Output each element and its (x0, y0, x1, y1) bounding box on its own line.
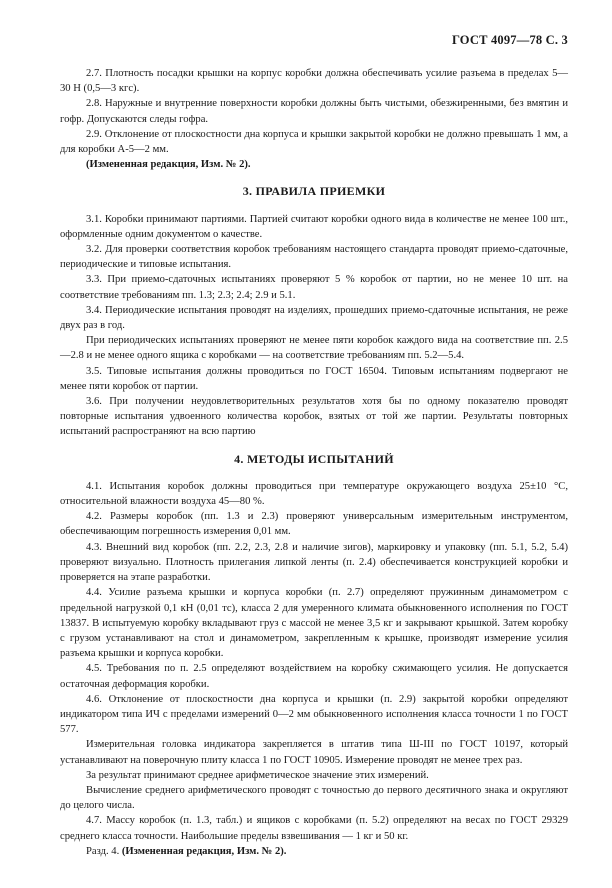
amendment-note: (Измененная редакция, Изм. № 2). (86, 159, 251, 171)
paragraph-3-2: 3.2. Для проверки соответствия коробок требованиям настоящего стандарта проводят приемо-сдаточные, периодические и типовые испытания. (60, 244, 568, 271)
paragraph-4-3: 4.3. Внешний вид коробок (пп. 2.2, 2.3, 2.8 и наличие зигов), маркировку и упаковку (пп. 5.1, 5.2, 5.4) проверяют визуально. Плотность прилегания липкой ленты (п. 2.4) обеспечивается конструкцией коробки и проверяется на этапе разработки. (60, 541, 568, 584)
paragraph-3-1: 3.1. Коробки принимают партиями. Партией считают коробки одного вида в количестве не менее 100 шт., оформленные одним документом о качестве. (60, 213, 568, 240)
section-amendment-note (60, 844, 568, 859)
paragraph-2-8: 2.8. Наружные и внутренние поверхности коробки должны быть чистыми, обезжиренными, без вмятин и гофр. Допускаются следы гофра. (60, 98, 568, 125)
section-heading-test-methods: 4. МЕТОДЫ ИСПЫТАНИЙ (234, 451, 394, 466)
paragraph-3-4: 3.4. Периодические испытания проводят на изделиях, прошедших приемо-сдаточные испытания, не реже двух раз в год. (60, 304, 568, 332)
page-header: ГОСТ 4097—78 С. 3 (451, 33, 568, 47)
section-heading-acceptance: 3. ПРАВИЛА ПРИЕМКИ (242, 184, 386, 199)
page-content (60, 66, 568, 859)
paragraph-4-6-cont-2: За результат принимают среднее арифметическое значение этих измерений. (86, 769, 429, 781)
paragraph-4-6-cont-3: Вычисление среднего арифметического проводят с точностью до первого десятичного знака и округляют до целого числа. (60, 784, 568, 812)
paragraph-2-7: 2.7. Плотность посадки крышки на корпус коробки должна обеспечивать усилие разъема в пределах 5—30 Н (0,5—3 кгс). (60, 68, 568, 95)
paragraph-2-9: 2.9. Отклонение от плоскостности дна корпуса и крышки закрытой коробки не должно превышать 1 мм, а для коробки А-5—2 мм. (60, 128, 568, 156)
paragraph-4-5: 4.5. Требования по п. 2.5 определяют воздействием на коробку сжимающего усилия. Не допускается остаточная деформация коробки. (60, 663, 568, 690)
paragraph-3-6: 3.6. При получении неудовлетворительных результатов хотя бы по одному показателю проводят повторные испытания удвоенного количества коробок, взятых от той же партии. Результаты повторных испытаний распространяют на всю партию (60, 396, 568, 438)
paragraph-4-6-cont-1: Измерительная головка индикатора закрепляется в штатив типа Ш-III по ГОСТ 10197, который устанавливают на поверочную плиту класса 1 по ГОСТ 10905. Измерение проводят не менее трех раз. (60, 739, 568, 766)
paragraph-3-4-cont: При периодических испытаниях проверяют не менее пяти коробок каждого вида на соответствие пп. 2.5—2.8 и не менее одного ящика с коробками — на соответствие требованиям пп. 5.2—5.4. (60, 335, 568, 362)
paragraph-4-7: 4.7. Массу коробок (п. 1.3, табл.) и ящиков с коробками (п. 5.2) определяют на весах по ГОСТ 29329 среднего класса точности. Наибольшие пределы взвешивания — 1 кг и 50 кг. (60, 815, 568, 842)
section-note-text: (Измененная редакция, Изм. № 2). (121, 845, 287, 857)
paragraph-4-1: 4.1. Испытания коробок должны проводиться при температуре окружающего воздуха 25±10 °С, относительной влажности воздуха 45—80 %. (60, 480, 568, 508)
section-note-prefix: Разд. 4. (86, 845, 120, 857)
paragraph-3-5: 3.5. Типовые испытания должны проводиться по ГОСТ 16504. Типовым испытаниям подвергают не менее пяти коробок от партии. (60, 365, 568, 392)
paragraph-4-2: 4.2. Размеры коробок (пп. 1.3 и 2.3) проверяют универсальным измерительным инструментом, обеспечивающим погрешность измерения 0,01 мм. (60, 511, 568, 538)
paragraph-4-4: 4.4. Усилие разъема крышки и корпуса коробки (п. 2.7) определяют пружинным динамометром с предельной нагрузкой 0,1 кН (0,01 тс), класса 2 для умеренного климата обыкновенного исполнения по ГОСТ 13837. В испытуемую коробку вкладывают груз с массой не менее 3,5 кг и закрывают крышкой. Затем коробку с грузом устанавливают на стол и динамометром, закрепленным к крышке, производят измерение усилия разъема крышки и корпуса коробки. (60, 587, 568, 660)
paragraph-3-3: 3.3. При приемо-сдаточных испытаниях проверяют 5 % коробок от партии, но не менее 10 шт. на соответствие требованиям пп. 1.3; 2.3; 2.4; 2.9 и 5.1. (60, 274, 568, 301)
paragraph-4-6: 4.6. Отклонение от плоскостности дна корпуса и крышки (п. 2.9) закрытой коробки определяют индикатором типа ИЧ с пределами измерений 0—2 мм обыкновенного исполнения класса точности 1 по ГОСТ 577. (60, 693, 568, 736)
